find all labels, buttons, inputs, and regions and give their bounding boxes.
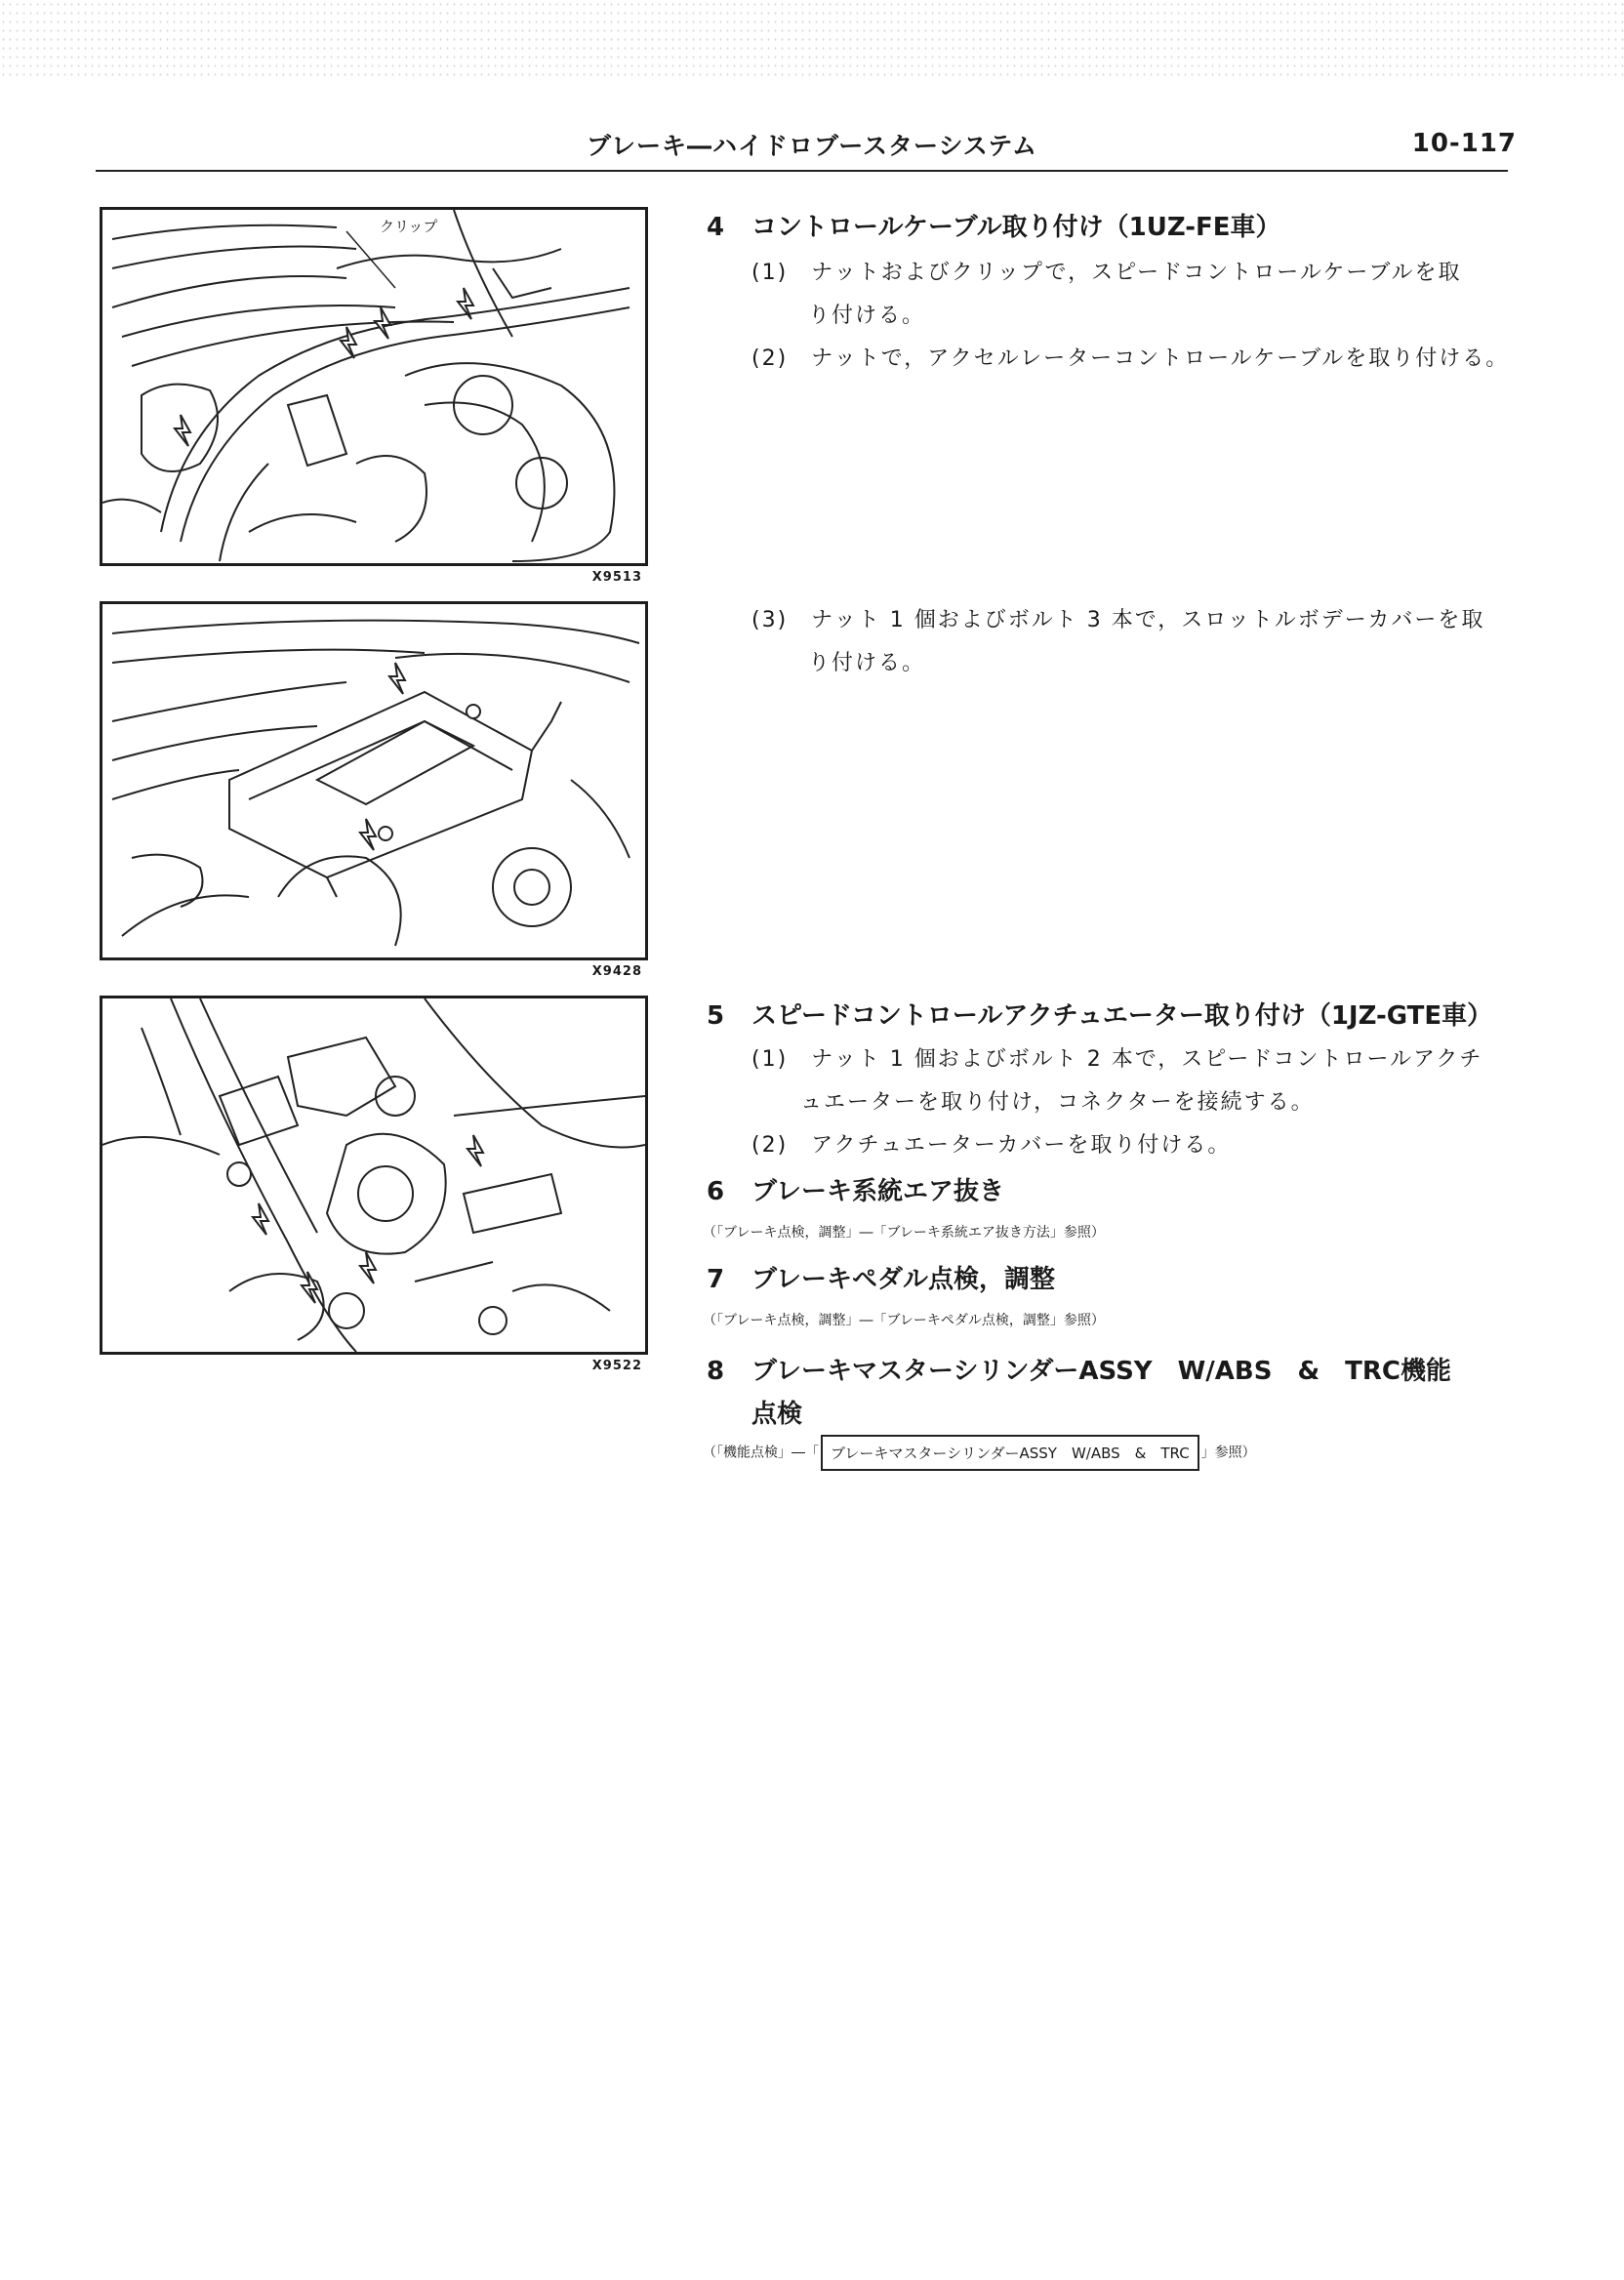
figure-engine-cable	[100, 207, 648, 566]
clip-callout: クリップ	[380, 218, 438, 235]
step-4-heading	[707, 207, 1281, 243]
step-5-item-1-cont: ュエーターを取り付け，コネクターを接続する。	[800, 1090, 1315, 1115]
step-4-item-3: (3) ナット 1 個およびボルト 3 本で，スロットルボデーカバーを取	[751, 608, 1485, 632]
step-number: 7	[707, 1265, 725, 1294]
step-number: 6	[707, 1177, 725, 1206]
step-title: ブレーキマスターシリンダーASSY W/ABS & TRC機能	[751, 1357, 1451, 1386]
scan-noise-band	[0, 0, 1624, 78]
figure-code: X9428	[591, 964, 642, 979]
figure-throttle-cover	[100, 601, 648, 960]
step-5-heading	[707, 996, 1492, 1032]
step-8-reference	[703, 1435, 1256, 1471]
step-number: 4	[707, 213, 725, 242]
figure-actuator	[100, 996, 648, 1355]
step-number: 5	[707, 1001, 725, 1031]
actuator-illustration	[102, 998, 645, 1352]
step-7-heading	[707, 1259, 1055, 1295]
step-7-reference: （「ブレーキ点検，調整」―「ブレーキペダル点検，調整」参照）	[703, 1313, 1105, 1328]
step-8-heading-cont: 点検	[751, 1400, 803, 1429]
step-4-item-2: (2) ナットで，アクセルレーターコントロールケーブルを取り付ける。	[751, 346, 1510, 371]
step-6-heading	[707, 1171, 1004, 1207]
ref-boxed-title: ブレーキマスターシリンダーASSY W/ABS & TRC	[821, 1435, 1199, 1471]
step-8-heading	[707, 1351, 1451, 1387]
figure-code: X9522	[591, 1359, 642, 1373]
step-6-reference: （「ブレーキ点検，調整」―「ブレーキ系統エア抜き方法」参照）	[703, 1225, 1105, 1241]
page-number: 10-117	[1411, 129, 1517, 158]
step-4-item-1-cont: り付ける。	[808, 304, 926, 328]
step-number: 8	[707, 1357, 725, 1386]
page-header-title: ブレーキ―ハイドロブースターシステム	[586, 132, 1037, 160]
ref-prefix: （「機能点検」―「	[703, 1445, 819, 1461]
engine-cable-illustration	[102, 210, 645, 563]
throttle-cover-illustration	[102, 604, 645, 957]
step-5-item-1: (1) ナット 1 個およびボルト 2 本で，スピードコントロールアクチ	[751, 1047, 1483, 1072]
ref-suffix: 」参照）	[1200, 1445, 1256, 1461]
step-5-item-2: (2) アクチュエーターカバーを取り付ける。	[751, 1133, 1232, 1158]
step-title: コントロールケーブル取り付け（1UZ-FE車）	[751, 213, 1281, 242]
step-title: スピードコントロールアクチュエーター取り付け（1JZ-GTE車）	[751, 1001, 1493, 1031]
step-4-item-1: (1) ナットおよびクリップで，スピードコントロールケーブルを取	[751, 261, 1462, 285]
step-title: ブレーキ系統エア抜き	[751, 1177, 1004, 1206]
step-title: ブレーキペダル点検，調整	[751, 1265, 1055, 1294]
figure-code: X9513	[591, 570, 642, 585]
header-rule	[96, 170, 1508, 172]
step-4-item-3-cont: り付ける。	[808, 651, 926, 675]
